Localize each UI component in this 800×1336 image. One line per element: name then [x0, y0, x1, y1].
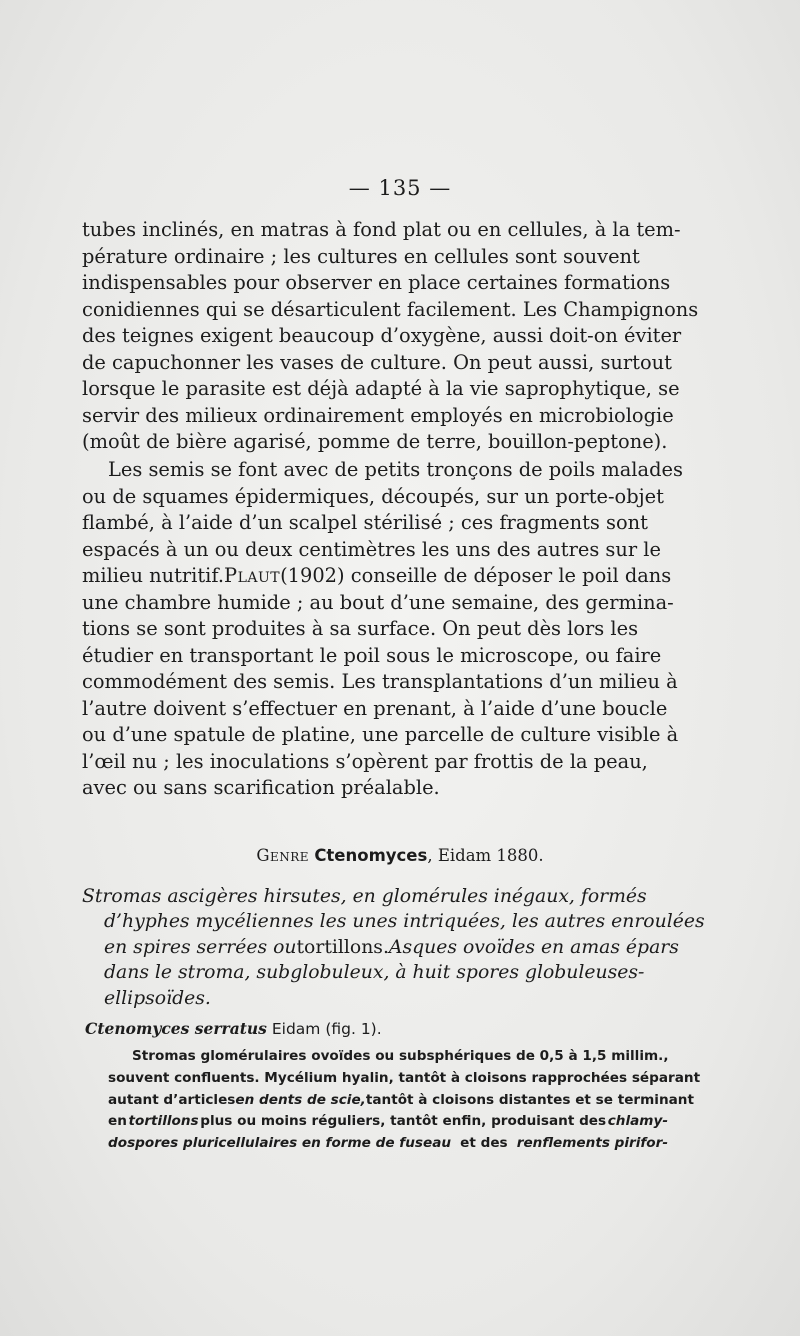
text-line: étudier en transportant le poil sous le microscope, ou faire [82, 643, 662, 667]
text-fragment: tortillons [128, 1113, 199, 1130]
text-line: tubes inclinés, en matras à fond plat ou en cellules, à la tem- [82, 218, 681, 241]
text-line: tions se sont produites à sa surface. On peut dès lors les [82, 617, 639, 640]
text-fragment: (1902) conseille de déposer le poil dans [280, 564, 672, 587]
text-line: souvent confluents. Mycélium hyalin, tantôt à cloisons rapprochées séparant [108, 1069, 701, 1086]
text-fragment: autant d’articles [108, 1091, 236, 1108]
genus-diagnosis [82, 884, 705, 1011]
species-description [108, 1046, 701, 1155]
text-line: flambé, à l’aide d’un scalpel stérilisé ; ces fragments sont [82, 511, 648, 534]
species-reference: Eidam (fig. 1). [271, 1020, 382, 1038]
genus-name: Ctenomyces [314, 846, 428, 865]
text-line: Stromas ascigères hirsutes, en glomérules inégaux, formés [82, 886, 647, 907]
text-line [108, 1111, 668, 1133]
text-line: commodément des semis. Les transplantations d’un milieu à [82, 670, 678, 693]
text-fragment: chlamy- [607, 1113, 668, 1130]
text-line: lorsque le parasite est déjà adapté à la vie saprophytique, se [82, 377, 680, 400]
text-line: de capuchonner les vases de culture. On peut aussi, surtout [82, 350, 672, 374]
text-fragment: tortillons. [296, 936, 389, 958]
text-line: conidiennes qui se désarticulent facilement. Les Champignons [82, 297, 699, 321]
paragraph-2 [82, 457, 683, 802]
text-line: Stromas glomérulaires ovoïdes ou subsphériques de 0,5 à 1,5 millim., [132, 1048, 669, 1064]
text-fragment: dospores pluricellulaires en forme de fuseau [108, 1135, 452, 1152]
text-line: pérature ordinaire ; les cultures en cellules sont souvent [82, 244, 640, 268]
text-line: une chambre humide ; au bout d’une semaine, des germina- [82, 590, 674, 614]
page-number: — 135 — [348, 176, 452, 200]
text-fragment: Asques ovoïdes en amas épars [388, 936, 679, 958]
text-line [82, 935, 679, 960]
genus-label: Genre [256, 846, 310, 865]
species-name: Ctenomyces serratus [85, 1019, 267, 1038]
genus-heading [0, 846, 800, 865]
text-fragment: en [108, 1113, 127, 1130]
text-line: ou d’une spatule de platine, une parcelle de culture visible à [82, 723, 679, 746]
text-line: avec ou sans scarification préalable. [82, 776, 440, 799]
text-line: servir des milieux ordinairement employés en microbiologie [82, 403, 674, 427]
text-line [108, 1090, 694, 1112]
text-fragment: plus ou moins réguliers, tantôt enfin, produisant des [200, 1113, 607, 1130]
text-fragment: et des [460, 1135, 508, 1152]
text-line: des teignes exigent beaucoup d’oxygène, aussi doit-on éviter [82, 324, 682, 347]
text-fragment: milieu nutritif. [82, 564, 225, 587]
paragraph-1 [82, 217, 699, 456]
text-fragment: renflements pirifor- [516, 1135, 668, 1152]
text-line: Les semis se font avec de petits tronçons de poils malades [108, 458, 683, 481]
text-line: (moût de bière agarisé, pomme de terre, bouillon-peptone). [82, 430, 668, 453]
text-line: indispensables pour observer en place certaines formations [82, 271, 671, 294]
text-line: d’hyphes mycéliennes les unes intriquées, les autres enroulées [104, 911, 705, 933]
text-line: espacés à un ou deux centimètres les uns des autres sur le [82, 537, 661, 561]
author-name: Plaut [224, 564, 281, 587]
text-line: dans le stroma, subglobuleux, à huit spores globuleuses- [104, 962, 645, 984]
text-fragment: en spires serrées ou [104, 936, 297, 958]
text-fragment: tantôt à cloisons distantes et se terminant [365, 1091, 694, 1108]
text-line [82, 563, 672, 590]
text-line [108, 1133, 668, 1155]
text-line: ellipsoïdes. [104, 987, 211, 1009]
text-fragment: en dents de scie, [235, 1091, 366, 1108]
text-line: ou de squames épidermiques, découpés, sur un porte-objet [82, 484, 664, 508]
text-line: l’autre doivent s’effectuer en prenant, à l’aide d’une boucle [82, 696, 668, 720]
text-line: l’œil nu ; les inoculations s’opèrent par frottis de la peau, [82, 749, 648, 773]
species-heading [85, 1019, 382, 1038]
genus-author: , Eidam 1880. [427, 846, 544, 865]
